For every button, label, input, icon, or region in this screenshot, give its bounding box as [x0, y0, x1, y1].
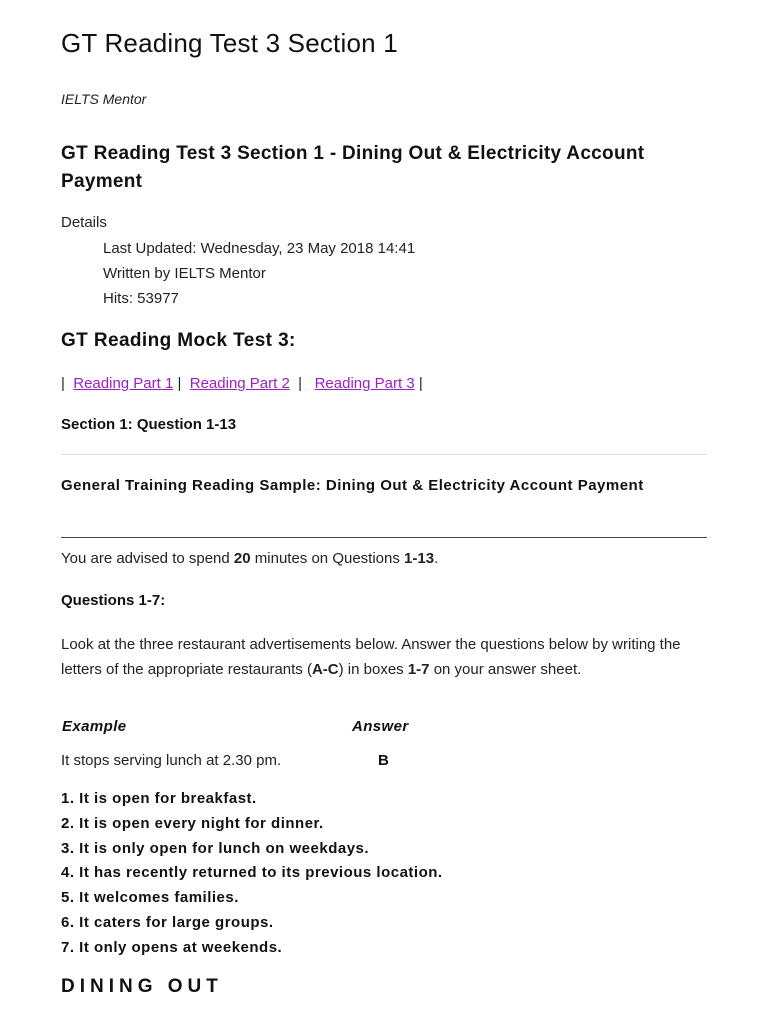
dining-out-heading: DINING OUT: [61, 976, 223, 997]
hits-count: Hits: 53977: [103, 290, 179, 307]
author-line: IELTS Mentor: [61, 91, 147, 107]
instructions-letters: A-C: [311, 661, 339, 678]
time-advice: [61, 550, 438, 567]
divider: [61, 454, 707, 455]
question-item: 1. It is open for breakfast.: [61, 790, 257, 807]
instructions-text: ) in boxes: [338, 661, 408, 678]
link-separator: |: [418, 375, 423, 392]
reading-part-3-link[interactable]: Reading Part 3: [314, 375, 415, 392]
answer-label: Answer: [352, 718, 409, 735]
sample-title: General Training Reading Sample: Dining Out & Electricity Account Payment: [61, 477, 644, 494]
instructions-boxes: 1-7: [407, 661, 430, 678]
question-item: 5. It welcomes families.: [61, 889, 239, 907]
advice-text: minutes on Questions: [250, 550, 405, 567]
example-label: Example: [62, 718, 127, 735]
written-by: Written by IELTS Mentor: [103, 265, 266, 282]
question-item: 3. It is only open for lunch on weekdays.: [61, 839, 370, 857]
instructions: [61, 632, 711, 682]
question-item: 2. It is open every night for dinner.: [61, 814, 324, 832]
reading-part-1-link[interactable]: Reading Part 1: [73, 375, 174, 392]
questions-heading: Questions 1-7:: [61, 592, 166, 609]
last-updated: Last Updated: Wednesday, 23 May 2018 14:41: [103, 240, 416, 257]
question-list: [61, 787, 443, 961]
mock-test-heading: GT Reading Mock Test 3:: [61, 330, 296, 351]
advice-minutes: 20: [233, 550, 251, 567]
page-title: GT Reading Test 3 Section 1: [61, 28, 398, 58]
question-item: 7. It only opens at weekends.: [61, 938, 283, 956]
section-label: Section 1: Question 1-13: [61, 416, 237, 433]
link-separator: |: [298, 375, 303, 392]
part-links-nav: [61, 375, 423, 392]
details-label: Details: [61, 214, 107, 231]
advice-range: 1-13: [404, 550, 435, 567]
advice-text: .: [434, 550, 439, 567]
link-separator: |: [177, 375, 182, 392]
example-text: It stops serving lunch at 2.30 pm.: [61, 752, 282, 769]
advice-text: You are advised to spend: [61, 550, 234, 567]
divider: [61, 537, 707, 538]
instructions-text: on your answer sheet.: [429, 661, 582, 678]
article-title: GT Reading Test 3 Section 1 - Dining Out & Electricity Account Payment: [61, 143, 645, 192]
question-item: 6. It caters for large groups.: [61, 913, 274, 931]
link-separator: |: [61, 375, 65, 392]
reading-part-2-link[interactable]: Reading Part 2: [189, 375, 290, 392]
question-item: 4. It has recently returned to its previous location.: [61, 864, 443, 882]
example-answer: B: [378, 752, 389, 769]
instructions-text: Look at the three restaurant advertisements below. Answer the questions below by writing the letters of the appropriate restaurants (: [61, 636, 681, 678]
